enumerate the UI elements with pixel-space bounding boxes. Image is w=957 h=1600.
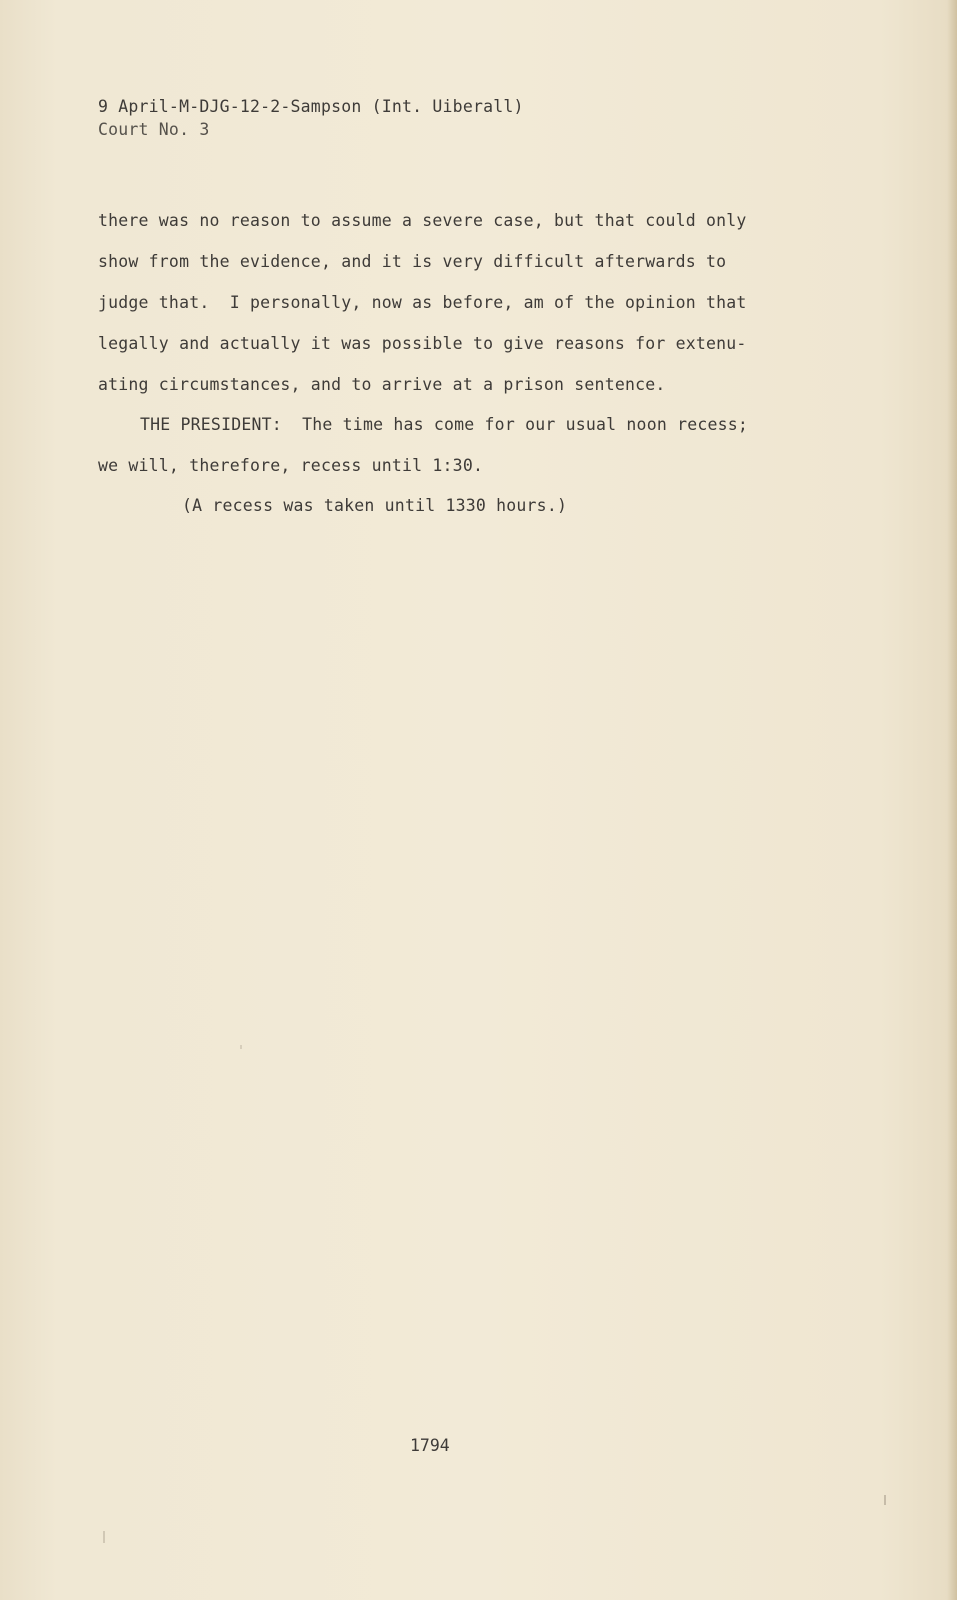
body-line: we will, therefore, recess until 1:30. [98, 456, 484, 475]
body-line: ating circumstances, and to arrive at a prison sentence. [98, 375, 666, 394]
page-number: 1794 [410, 1436, 450, 1455]
paper-mark [884, 1495, 886, 1505]
body-line: show from the evidence, and it is very difficult afterwards to [98, 252, 727, 271]
body-line: legally and actually it was possible to give reasons for extenu- [98, 334, 747, 353]
body-line: judge that. I personally, now as before, am of the opinion that [98, 293, 747, 312]
paper-mark [103, 1531, 105, 1543]
paper-mark [240, 1045, 242, 1049]
president-statement: THE PRESIDENT: The time has come for our usual noon recess; [140, 415, 749, 434]
document-header-reference: 9 April-M-DJG-12-2-Sampson (Int. Uiberall) [98, 97, 524, 116]
document-header-court: Court No. 3 [98, 120, 210, 139]
body-line: there was no reason to assume a severe case, but that could only [98, 211, 747, 230]
recess-note: (A recess was taken until 1330 hours.) [182, 496, 568, 515]
